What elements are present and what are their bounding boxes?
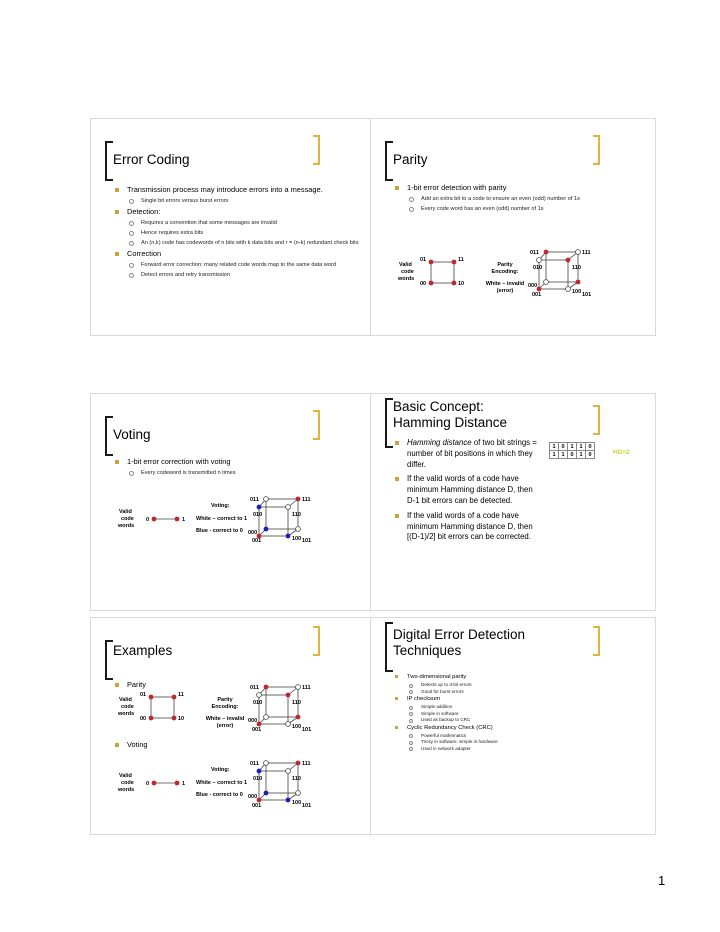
bullet: If the valid words of a code have minimum Hamming distance D, then D-1 bit errors can be detected.	[393, 474, 543, 506]
cube-label: 011	[250, 685, 259, 691]
bit-cell: 1	[577, 451, 586, 459]
codeword-label: 11	[178, 692, 184, 698]
slide-bracket-right	[313, 410, 320, 440]
cube-label: 110	[292, 700, 301, 706]
voting-figure	[111, 758, 361, 808]
bit-cell: 1	[568, 443, 577, 451]
codeword-label: 01	[420, 257, 427, 263]
cube-label: 111	[302, 685, 311, 691]
cube-node-101	[576, 280, 581, 285]
cube-node-001	[264, 791, 269, 796]
valid-label: words	[118, 711, 135, 717]
slide-voting	[90, 393, 376, 611]
slide-examples	[90, 617, 376, 835]
hd-result-label: HD=2	[613, 449, 630, 456]
cube-label: 100	[292, 800, 302, 806]
codeword-label: 11	[458, 257, 464, 263]
codeword-node-1	[175, 517, 180, 522]
cube-label: 011	[530, 250, 539, 256]
parity-figure	[391, 247, 641, 297]
cube-node-010	[537, 258, 542, 263]
codeword-node-01	[429, 260, 434, 265]
slide-bracket-right	[593, 626, 600, 656]
valid-label: words	[398, 276, 415, 282]
sub-bullet: Simple addition	[393, 704, 643, 711]
sub-bullet: Forward error correction: many related code words map to the same data word	[113, 261, 363, 269]
bullet	[393, 438, 543, 470]
slide-parity	[370, 118, 656, 336]
codeword-node-11	[452, 260, 457, 265]
cube-node-111	[296, 497, 301, 502]
cube-label: 101	[302, 538, 312, 542]
bullet-list	[393, 438, 543, 547]
parity-square-edges	[151, 697, 174, 718]
sub-bullet: Hence requires extra bits	[113, 229, 363, 237]
slide-title	[393, 627, 525, 659]
voting-figure	[111, 494, 361, 542]
slide-bracket-right	[593, 135, 600, 165]
cube-label: 110	[292, 776, 301, 782]
cube-node-000	[537, 287, 542, 292]
sub-bullet: Detects up to 3-bit errors	[393, 682, 643, 689]
bit-cell: 1	[559, 451, 568, 459]
table-row	[550, 451, 595, 459]
slide-title-line: Hamming Distance	[393, 415, 508, 430]
cube-node-100	[286, 798, 291, 803]
slide-bracket-right	[593, 405, 600, 435]
cube-label: 111	[582, 250, 591, 256]
sub-bullet: Requires a convention that some messages are invalid	[113, 219, 363, 227]
cube-label: 110	[292, 512, 301, 518]
codeword-label: 0	[146, 781, 150, 787]
blue-correct-label: Blue - correct to 0	[196, 792, 243, 798]
sub-bullet: Simple in software	[393, 711, 643, 718]
cube-label: 001	[252, 727, 262, 732]
bit-cell: 1	[550, 451, 559, 459]
slide-bracket-left	[385, 398, 393, 448]
slide-bracket-left	[105, 141, 113, 181]
slide-bracket-left	[385, 622, 393, 672]
codeword-node-10	[452, 281, 457, 286]
sub-bullet: Single bit errors versus burst errors	[113, 197, 363, 205]
cube-label: 101	[302, 727, 312, 732]
codeword-node-0	[152, 517, 157, 522]
cube-label: 010	[253, 776, 263, 782]
bullet-list	[393, 673, 643, 752]
sub-bullet: Powerful mathematics	[393, 733, 643, 740]
slide-title-line: Techniques	[393, 643, 462, 658]
bullet: If the valid words of a code have minimum Hamming distance D, then [(D-1)/2] bit errors can be corrected.	[393, 511, 543, 543]
cube-node-101	[296, 527, 301, 532]
sub-bullet: Every codeword is transmitted n times	[113, 469, 363, 477]
codeword-node-1	[175, 781, 180, 786]
cube-label: 101	[582, 292, 592, 297]
slide-title: Examples	[113, 643, 173, 658]
white-invalid-label: (error)	[496, 288, 514, 294]
cube-node-011	[544, 250, 549, 255]
table-row	[550, 443, 595, 451]
parity-figure	[111, 682, 361, 732]
cube-node-110	[286, 693, 291, 698]
encoding-label: Encoding:	[211, 704, 239, 710]
slide-bracket-left	[105, 416, 113, 456]
bit-cell: 0	[568, 451, 577, 459]
codeword-node-10	[172, 716, 177, 721]
blue-correct-label: Blue - correct to 0	[196, 528, 243, 534]
bullet-list	[113, 457, 363, 479]
cube-node-001	[264, 715, 269, 720]
cube-node-100	[286, 534, 291, 539]
cube-label: 010	[253, 512, 263, 518]
slide-digital-error-detection	[370, 617, 656, 835]
hamming-example-table	[549, 442, 595, 459]
slide-hamming-distance	[370, 393, 656, 611]
codeword-label: 1	[182, 781, 186, 787]
bullet: Detection:	[113, 207, 363, 217]
bit-cell: 0	[586, 451, 595, 459]
cube-node-100	[566, 287, 571, 292]
valid-label: code	[121, 516, 134, 522]
codeword-label: 10	[458, 281, 465, 287]
codeword-label: 01	[140, 692, 147, 698]
encoding-label: Parity	[497, 262, 513, 268]
cube-label: 101	[302, 803, 312, 808]
cube-node-110	[566, 258, 571, 263]
voting-label: Voting:	[211, 767, 230, 773]
valid-label: Valid	[399, 262, 412, 268]
codeword-node-0	[152, 781, 157, 786]
cube-node-101	[296, 791, 301, 796]
bullet-list	[113, 185, 363, 281]
cube-node-011	[264, 761, 269, 766]
cube-label: 100	[292, 536, 302, 542]
codeword-label: 0	[146, 517, 150, 523]
page-number: 1	[658, 873, 666, 888]
cube-node-110	[286, 769, 291, 774]
cube-label: 000	[528, 283, 538, 289]
valid-label: code	[401, 269, 414, 275]
sub-bullet: Tricky in software, simple in hardware	[393, 739, 643, 746]
sub-bullet: Every code word has an even (odd) number of 1s	[393, 205, 643, 213]
cube-node-101	[296, 715, 301, 720]
cube-node-001	[544, 280, 549, 285]
cube-label: 010	[253, 700, 263, 706]
bit-cell: 0	[586, 443, 595, 451]
cube-node-001	[264, 527, 269, 532]
cube-node-010	[257, 505, 262, 510]
sub-bullet: An (n,k) code has codewords of n bits with k data bits and r = (n-k) redundant check bits	[113, 239, 363, 247]
bullet: Voting	[113, 740, 173, 750]
slide-error-coding	[90, 118, 376, 336]
cube-label: 001	[252, 803, 262, 808]
bit-cell: 1	[550, 443, 559, 451]
cube-node-100	[286, 722, 291, 727]
bullet: 1-bit error detection with parity	[393, 183, 643, 193]
cube-node-010	[257, 769, 262, 774]
bullet: IP checksum	[393, 695, 643, 703]
sub-bullet: Used in network adapter	[393, 746, 643, 753]
slide-bracket-right	[313, 626, 320, 656]
codeword-label: 00	[140, 716, 147, 722]
codeword-label: 00	[420, 281, 427, 287]
cube-node-000	[257, 722, 262, 727]
encoding-label: Parity	[217, 697, 233, 703]
term-hamming-distance: Hamming distance	[407, 438, 472, 447]
white-invalid-label: White – invalid	[485, 281, 525, 287]
cube-node-000	[257, 798, 262, 803]
cube-label: 000	[248, 794, 258, 800]
valid-label: words	[118, 787, 135, 793]
sub-bullet: Used as backup to CRC	[393, 717, 643, 724]
cube-label: 010	[533, 265, 543, 271]
sub-bullet: Detect errors and retry transmission	[113, 271, 363, 279]
cube-node-011	[264, 685, 269, 690]
slide-bracket-left	[105, 640, 113, 680]
codeword-node-00	[429, 281, 434, 286]
encoding-label: Encoding:	[491, 269, 519, 275]
cube-node-111	[296, 761, 301, 766]
valid-label: Valid	[119, 773, 132, 779]
slide-bracket-left	[385, 141, 393, 181]
sub-bullet: Good for burst errors	[393, 689, 643, 696]
cube-node-011	[264, 497, 269, 502]
bullet-list	[393, 183, 643, 215]
bullet: Transmission process may introduce errors into a message.	[113, 185, 363, 195]
codeword-node-00	[149, 716, 154, 721]
sub-bullet: Add an extra bit to a code to ensure an even (odd) number of 1s	[393, 195, 643, 203]
valid-label: words	[118, 523, 135, 529]
bit-cell: 1	[577, 443, 586, 451]
bit-cell: 0	[559, 443, 568, 451]
cube-node-110	[286, 505, 291, 510]
slide-title: Voting	[113, 427, 151, 442]
bullet: Parity	[113, 680, 173, 690]
bullet: Cyclic Redundancy Check (CRC)	[393, 724, 643, 732]
cube-label: 100	[572, 289, 582, 295]
bullet-text: of two bit strings = number of bit positions in which they differ.	[407, 438, 537, 469]
cube-label: 001	[532, 292, 542, 297]
cube-label: 011	[250, 761, 259, 767]
slide-title-line: Digital Error Detection	[393, 627, 526, 642]
cube-label: 100	[292, 724, 302, 730]
valid-label: code	[121, 704, 134, 710]
slide-title: Error Coding	[113, 152, 190, 167]
cube-node-111	[296, 685, 301, 690]
bullet: Correction	[113, 249, 363, 259]
cube-label: 000	[248, 530, 258, 536]
cube-label: 000	[248, 718, 258, 724]
slide-title-line: Basic Concept:	[393, 399, 484, 414]
white-invalid-label: White – invalid	[205, 716, 245, 722]
white-invalid-label: (error)	[216, 723, 234, 729]
valid-label: code	[121, 780, 134, 786]
white-correct-label: White – correct to 1	[196, 780, 248, 786]
cube-label: 111	[302, 497, 311, 503]
codeword-node-11	[172, 695, 177, 700]
white-correct-label: White – correct to 1	[196, 516, 248, 522]
cube-label: 111	[302, 761, 311, 767]
codeword-node-01	[149, 695, 154, 700]
bullet-list	[113, 740, 173, 752]
cube-label: 110	[572, 265, 581, 271]
cube-node-111	[576, 250, 581, 255]
cube-label: 001	[252, 538, 262, 542]
slide-bracket-right	[313, 135, 320, 165]
voting-label: Voting:	[211, 503, 230, 509]
bullet: 1-bit error correction with voting	[113, 457, 363, 467]
codeword-label: 1	[182, 517, 186, 523]
slide-title	[393, 399, 507, 431]
codeword-label: 10	[178, 716, 185, 722]
valid-label: Valid	[119, 509, 132, 515]
cube-label: 011	[250, 497, 259, 503]
slide-title: Parity	[393, 152, 428, 167]
bullet: Two-dimensional parity	[393, 673, 643, 681]
parity-square-edges	[431, 262, 454, 283]
cube-node-010	[257, 693, 262, 698]
valid-label: Valid	[119, 697, 132, 703]
